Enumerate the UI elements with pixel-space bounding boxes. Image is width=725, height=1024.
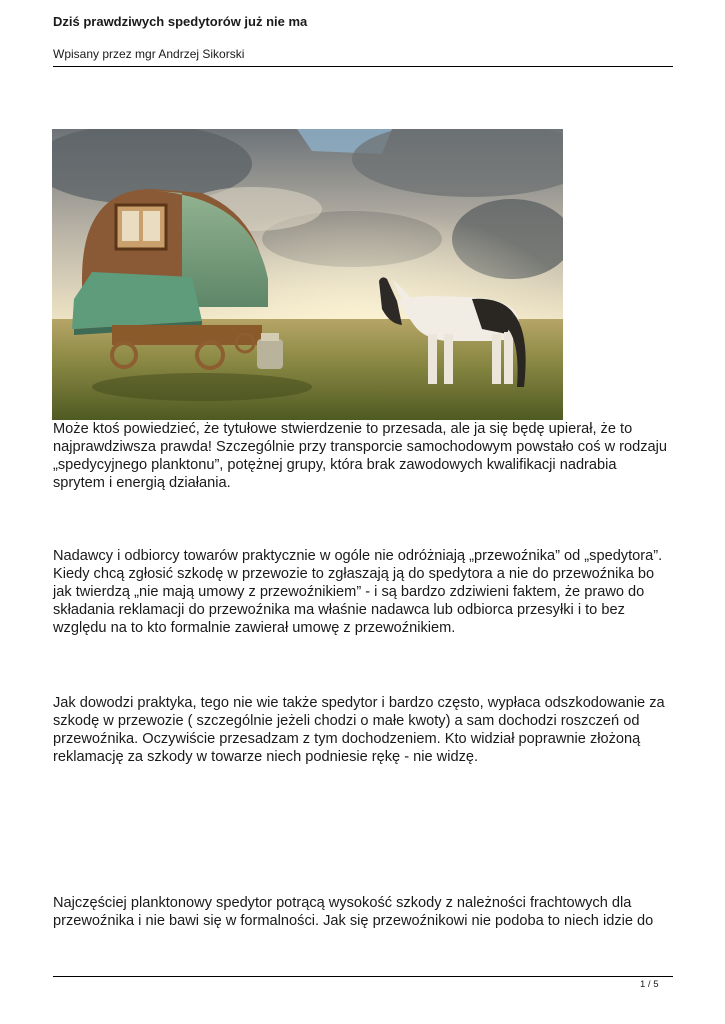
paragraph-2 (53, 547, 683, 637)
paragraph-line: jak twierdzą „nie mają umowy z przewoźnikiem” - i są bardzo zdziwieni faktem, że prawo do (53, 584, 645, 600)
paragraph-4 (53, 894, 683, 930)
paragraph-line: „spedycyjnego planktonu”, potężnej grupy, która brak zawodowych kwalifikacji nadrabia (53, 457, 617, 473)
paragraph-line: Może ktoś powiedzieć, że tytułowe stwierdzenie to przesada, ale ja się będę upierał, że to (53, 421, 633, 437)
paragraph-line: przewoźnika i nie bawi się w formalności. Jak się przewoźnikowi nie podoba to niech idzie do (53, 913, 654, 929)
paragraph-line: przewoźnika. Oczywiście przesadzam z tym dochodzeniem. Kto widział poprawnie złożoną (53, 731, 641, 747)
wagon-horse-illustration (52, 129, 563, 420)
paragraph-line: składania reklamacji do przewoźnika ma właśnie nadawca lub odbiorca przesyłki i to bez (53, 602, 625, 618)
article-photo (52, 129, 563, 420)
paragraph-3 (53, 694, 683, 766)
paragraph-line: najprawdziwsza prawda! Szczególnie przy transporcie samochodowym powstało coś w rodzaju (53, 439, 668, 455)
footer-divider (53, 976, 673, 977)
paragraph-line: względu na to kto formalnie zawierał umowę z przewoźnikiem. (53, 620, 456, 636)
paragraph-line: reklamację za szkody w towarze niech podniesie rękę - nie widzę. (53, 749, 479, 765)
paragraph-1 (53, 420, 683, 492)
header-divider (53, 66, 673, 67)
paragraph-line: szkodę w przewozie ( szczególnie jeżeli chodzi o małe kwoty) a sam dochodzi roszczeń od (53, 713, 640, 729)
paragraph-line: Nadawcy i odbiorcy towarów praktycznie w ogóle nie odróżniają „przewoźnika” od „spedytora”. (53, 548, 663, 564)
paragraph-line: Najczęściej planktonowy spedytor potrącą wysokość szkody z należności frachtowych dla (53, 895, 632, 911)
paragraph-line: Kiedy chcą zgłosić szkodę w przewozie to zgłaszają ją do spedytora a nie do przewoźnika bo (53, 566, 655, 582)
paragraph-line: Jak dowodzi praktyka, tego nie wie także spedytor i bardzo często, wypłaca odszkodowanie za (53, 695, 665, 711)
paragraph-line: sprytem i energią działania. (53, 475, 231, 491)
page-number: 1 / 5 (640, 979, 659, 990)
page-title: Dziś prawdziwych spedytorów już nie ma (53, 14, 308, 29)
author-byline: Wpisany przez mgr Andrzej Sikorski (53, 47, 245, 61)
